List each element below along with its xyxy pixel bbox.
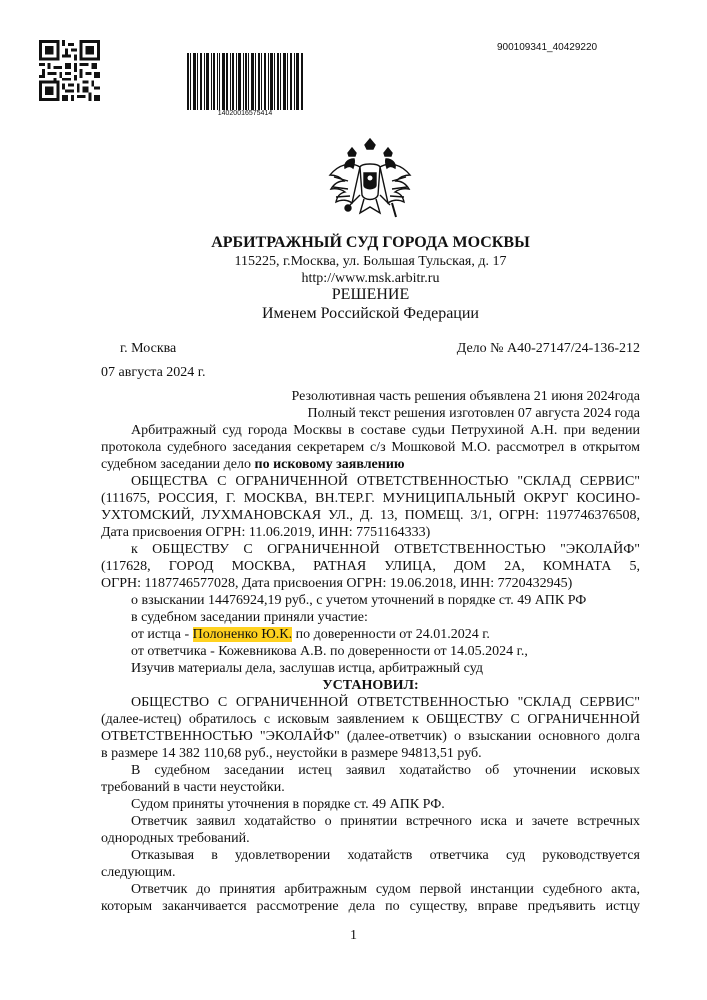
intro-line-2: протокола судебного заседания секретарем с/з Мошковой М.О. рассмотрел в открытом — [101, 440, 640, 455]
barcode-number: 14020016575414 — [217, 110, 273, 117]
plaintiff-rep-name-highlight: Полоненко Ю.К. — [192, 627, 293, 642]
decision-title: РЕШЕНИЕ — [331, 286, 410, 303]
case-number: Дело № А40-27147/24-136-212 — [456, 341, 640, 356]
court-website: http://www.msk.arbitr.ru — [301, 271, 440, 286]
intro-bold-claim: по исковому заявлению — [254, 457, 405, 472]
defendant-line-3: ОГРН: 1187746577028, Дата присвоения ОГРН: 19.06.2018, ИНН: 7720432945) — [101, 576, 573, 591]
established-heading: УСТАНОВИЛ: — [322, 678, 419, 693]
established-p4-line-2: однородных требований. — [101, 831, 250, 846]
established-p1-line-2: (далее-истец) обратилось с исковым заявлением к ОБЩЕСТВУ С ОГРАНИЧЕННОЙ — [101, 712, 640, 727]
established-p6-line-2: которым заканчивается рассмотрение дела по существу, вправе предъявить истцу — [101, 899, 640, 914]
full-text-note: Полный текст решения изготовлен 07 августа 2024 года — [307, 406, 640, 421]
plaintiff-line-4: Дата присвоения ОГРН: 11.06.2019, ИНН: 7751164333) — [101, 525, 431, 540]
established-p1-line-4: в размере 14 382 110,68 руб., неустойки в размере 94813,51 руб. — [101, 746, 482, 761]
plaintiff-line-2: (111675, РОССИЯ, Г. МОСКВА, ВН.ТЕР.Г. МУНИЦИПАЛЬНЫЙ ОКРУГ КОСИНО- — [101, 491, 640, 506]
claim-line: о взыскании 14476924,19 руб., с учетом уточнений в порядке ст. 49 АПК РФ — [131, 593, 587, 608]
barcode-icon — [187, 53, 303, 110]
established-p3: Судом приняты уточнения в порядке ст. 49 АПК РФ. — [131, 797, 445, 812]
established-p1-line-3: ОТВЕТСТВЕННОСТЬЮ "ЭКОЛАЙФ" (далее-ответчик) о взыскании основного долга — [101, 729, 640, 744]
intro-line-3: судебном заседании дело по исковому заявлению — [101, 457, 405, 472]
page-number: 1 — [350, 928, 357, 943]
decision-city: г. Москва — [120, 341, 177, 356]
decision-date: 07 августа 2024 г. — [101, 365, 206, 380]
court-name: АРБИТРАЖНЫЙ СУД ГОРОДА МОСКВЫ — [211, 234, 530, 251]
document-id: 900109341_40429220 — [497, 42, 598, 53]
established-p2-line-2: требований в части неустойки. — [101, 780, 285, 795]
established-p2-line-1: В судебном заседании истец заявил ходатайство об уточнении исковых — [131, 763, 640, 778]
court-address: 115225, г.Москва, ул. Большая Тульская, д. 17 — [234, 254, 507, 269]
established-p4-line-1: Ответчик заявил ходатайство о принятии встречного иска и зачете встречных — [131, 814, 640, 829]
established-p5-line-1: Отказывая в удовлетворении ходатайств ответчика суд руководствуется — [131, 848, 640, 863]
intro-line-1: Арбитражный суд города Москвы в составе судьи Петрухиной А.Н. при ведении — [131, 423, 640, 438]
established-p1-line-1: ОБЩЕСТВО С ОГРАНИЧЕННОЙ ОТВЕТСТВЕННОСТЬЮ "СКЛАД СЕРВИС" — [131, 695, 640, 710]
plaintiff-representative: от истца - Полоненко Ю.К. по доверенности от 24.01.2024 г. — [131, 627, 490, 642]
defendant-line-1: к ОБЩЕСТВУ С ОГРАНИЧЕННОЙ ОТВЕТСТВЕННОСТЬЮ "ЭКОЛАЙФ" — [131, 542, 640, 557]
plaintiff-line-3: УХТОМСКИЙ, ЛУХМАНОВСКАЯ УЛ., Д. 13, ПОМЕЩ. 3/1, ОГРН: 1197746376508, — [101, 508, 640, 523]
established-p5-line-2: следующим. — [101, 865, 176, 880]
defendant-line-2: (117628, ГОРОД МОСКВА, РАТНАЯ УЛИЦА, ДОМ 2А, КОМНАТА 5, — [101, 559, 640, 574]
qr-code-icon — [39, 40, 100, 101]
russian-coat-of-arms-icon — [324, 137, 416, 227]
participants-heading: в судебном заседании приняли участие: — [131, 610, 368, 625]
studied-line: Изучив материалы дела, заслушав истца, арбитражный суд — [131, 661, 483, 676]
plaintiff-line-1: ОБЩЕСТВА С ОГРАНИЧЕННОЙ ОТВЕТСТВЕННОСТЬЮ "СКЛАД СЕРВИС" — [131, 474, 640, 489]
established-p6-line-1: Ответчик до принятия арбитражным судом первой инстанции судебного акта, — [131, 882, 640, 897]
defendant-representative: от ответчика - Кожевникова А.В. по доверенности от 14.05.2024 г., — [131, 644, 528, 659]
operative-part-note: Резолютивная часть решения объявлена 21 июня 2024года — [291, 389, 640, 404]
decision-subtitle: Именем Российской Федерации — [262, 305, 479, 322]
